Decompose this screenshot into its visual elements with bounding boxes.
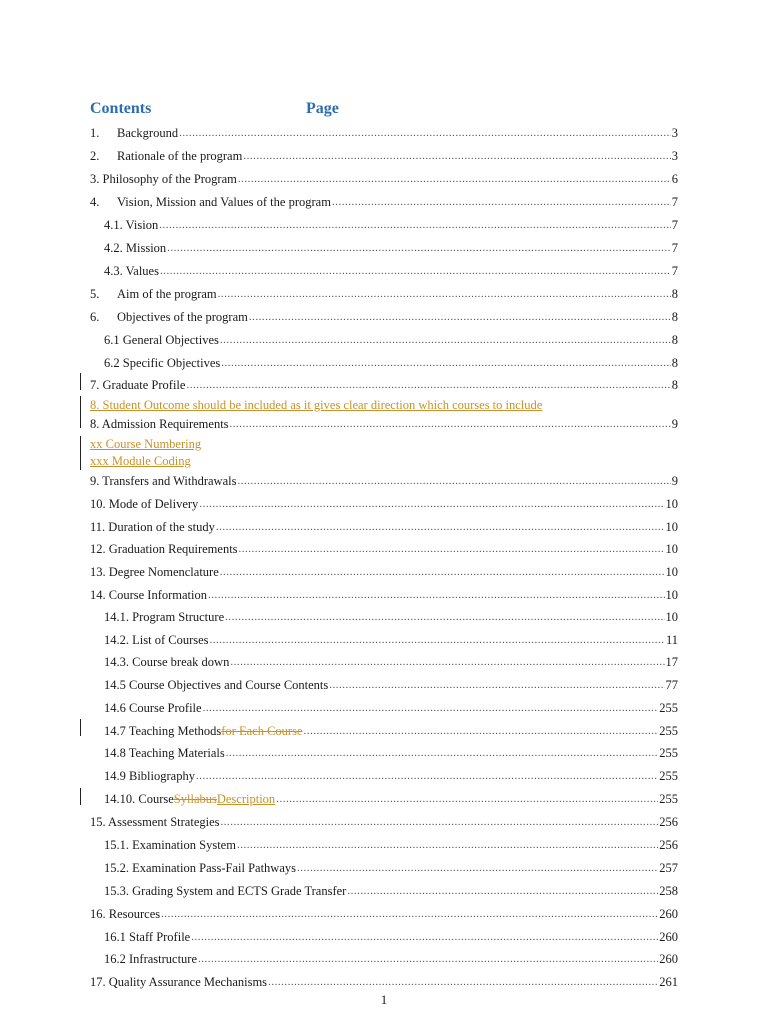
toc-entry-title: 10. Mode of Delivery — [90, 497, 199, 511]
toc-entry[interactable] — [104, 607, 678, 625]
toc-leader-dots — [237, 836, 658, 853]
toc-leader-dots — [230, 653, 664, 670]
toc-entry[interactable] — [90, 146, 678, 164]
toc-entry[interactable] — [90, 812, 678, 830]
tracked-insertion-student-outcome: 8. Student Outcome should be included as it gives clear direction which courses to include — [90, 398, 543, 412]
toc-entry[interactable] — [104, 330, 678, 348]
page-number: 1 — [380, 992, 388, 1007]
change-bar — [80, 373, 81, 390]
toc-leader-dots — [238, 170, 671, 187]
toc-entry-page-number: 255 — [659, 792, 678, 806]
toc-entry-page-number: 10 — [665, 610, 678, 624]
toc-leader-dots — [161, 905, 658, 922]
toc-entry-title: 15.2. Examination Pass-Fail Pathways — [104, 861, 296, 875]
toc-entry-page-number: 7 — [671, 264, 678, 278]
toc-entry-title: 15.3. Grading System and ECTS Grade Transfer — [104, 884, 347, 898]
toc-leader-dots — [179, 124, 671, 141]
toc-entry-title: 4.1. Vision — [104, 218, 159, 232]
toc-leader-dots — [210, 631, 665, 648]
toc-entry-title: 16.1 Staff Profile — [104, 930, 191, 944]
toc-leader-dots — [347, 882, 658, 899]
toc-leader-dots — [332, 193, 671, 210]
toc-entry[interactable] — [104, 766, 678, 784]
toc-entry[interactable] — [90, 585, 678, 603]
toc-entry-title: 17. Quality Assurance Mechanisms — [90, 975, 268, 989]
toc-entry-page-number: 255 — [659, 701, 678, 715]
toc-entry-number: 6. — [90, 310, 100, 324]
toc-leader-dots — [237, 472, 670, 489]
toc-entry-page-number: 6 — [671, 172, 678, 186]
toc-leader-dots — [268, 973, 658, 990]
toc-entry-title: 14.10. Course — [104, 792, 174, 806]
toc-entry-title: Rationale of the program — [117, 149, 243, 163]
toc-entry-page-number: 11 — [665, 633, 678, 647]
toc-entry-page-number: 10 — [665, 542, 678, 556]
toc-entry-title: 13. Degree Nomenclature — [90, 565, 219, 579]
toc-entry-page-number: 8 — [671, 287, 678, 301]
toc-entry-page-number: 9 — [671, 474, 678, 488]
toc-entry-page-number: 3 — [671, 126, 678, 140]
toc-leader-dots — [186, 376, 670, 393]
change-bar — [80, 436, 81, 470]
toc-entry[interactable] — [104, 215, 678, 233]
change-bar — [80, 788, 81, 805]
toc-entry[interactable] — [90, 169, 678, 187]
toc-entry-title: 14.3. Course break down — [104, 655, 230, 669]
toc-entry[interactable] — [104, 721, 678, 739]
toc-entry-number: 5. — [90, 287, 100, 301]
toc-leader-dots — [198, 950, 658, 967]
toc-entry-number: 4. — [90, 195, 100, 209]
toc-leader-dots — [208, 586, 665, 603]
change-bar — [80, 719, 81, 736]
toc-entry-title: 16. Resources — [90, 907, 161, 921]
toc-entry[interactable] — [90, 539, 678, 557]
toc-entry[interactable] — [104, 927, 678, 945]
toc-entry-title: Vision, Mission and Values of the program — [117, 195, 331, 209]
toc-entry-page-number: 260 — [659, 907, 678, 921]
toc-entry[interactable] — [104, 835, 678, 853]
toc-entry[interactable] — [104, 881, 678, 899]
toc-entry[interactable] — [90, 562, 678, 580]
toc-entry[interactable] — [104, 858, 678, 876]
toc-entry-title: 6.1 General Objectives — [104, 333, 219, 347]
toc-entry[interactable] — [104, 789, 678, 807]
toc-entry-page-number: 260 — [659, 930, 678, 944]
toc-entry[interactable] — [90, 517, 678, 535]
toc-entry-page-number: 7 — [671, 218, 678, 232]
toc-leader-dots — [225, 608, 664, 625]
toc-leader-dots — [191, 928, 658, 945]
tracked-deletion: for Each Course — [221, 724, 303, 738]
toc-leader-dots — [216, 518, 665, 535]
toc-entry-page-number: 261 — [659, 975, 678, 989]
toc-entry-title: Objectives of the program — [117, 310, 248, 324]
toc-entry-number: 2. — [90, 149, 100, 163]
toc-entry-title: 11. Duration of the study — [90, 520, 215, 534]
toc-entry[interactable] — [90, 307, 678, 325]
toc-leader-dots — [160, 262, 671, 279]
change-bar — [80, 396, 81, 428]
toc-entry-title: 3. Philosophy of the Program — [90, 172, 237, 186]
toc-leader-dots — [218, 285, 671, 302]
toc-entry[interactable] — [104, 630, 678, 648]
toc-entry[interactable] — [104, 698, 678, 716]
toc-entry[interactable] — [90, 904, 678, 922]
toc-leader-dots — [297, 859, 658, 876]
toc-entry[interactable] — [104, 238, 678, 256]
toc-entry-page-number: 10 — [665, 588, 678, 602]
toc-leader-dots — [203, 699, 659, 716]
page-heading: Page — [306, 100, 339, 117]
toc-entry-title: 4.3. Values — [104, 264, 159, 278]
toc-leader-dots — [196, 767, 658, 784]
toc-leader-dots — [221, 813, 659, 830]
toc-entry-title: 14.5 Course Objectives and Course Contents — [104, 678, 329, 692]
toc-entry-title: 14.7 Teaching Methods — [104, 724, 222, 738]
toc-leader-dots — [243, 147, 670, 164]
toc-entry-page-number: 260 — [659, 952, 678, 966]
toc-entry-page-number: 255 — [659, 746, 678, 760]
toc-entry[interactable] — [90, 284, 678, 302]
toc-leader-dots — [230, 415, 671, 432]
toc-entry[interactable] — [90, 972, 678, 990]
toc-entry-number: 1. — [90, 126, 100, 140]
toc-entry[interactable] — [90, 123, 678, 141]
toc-leader-dots — [304, 722, 659, 739]
tracked-deletion: Syllabus — [173, 792, 217, 806]
toc-entry[interactable] — [104, 652, 678, 670]
toc-entry-page-number: 257 — [659, 861, 678, 875]
toc-entry[interactable] — [104, 353, 678, 371]
toc-entry-title: 9. Transfers and Withdrawals — [90, 474, 237, 488]
toc-entry-title: 14.6 Course Profile — [104, 701, 202, 715]
toc-entry-title: 14. Course Information — [90, 588, 207, 602]
toc-entry-page-number: 8 — [671, 333, 678, 347]
contents-heading: Contents — [90, 100, 152, 117]
toc-entry-title: Aim of the program — [117, 287, 217, 301]
toc-entry[interactable] — [104, 675, 678, 693]
toc-entry-title: 8. Admission Requirements — [90, 417, 229, 431]
toc-entry-title: 12. Graduation Requirements — [90, 542, 238, 556]
toc-entry[interactable] — [90, 494, 678, 512]
toc-entry-title: 7. Graduate Profile — [90, 378, 186, 392]
toc-entry-title: 15.1. Examination System — [104, 838, 236, 852]
toc-entry-title: 14.1. Program Structure — [104, 610, 225, 624]
toc-leader-dots — [220, 563, 665, 580]
toc-entry[interactable] — [90, 192, 678, 210]
toc-entry-title: 14.8 Teaching Materials — [104, 746, 225, 760]
tracked-insertion: Description — [216, 792, 276, 806]
toc-leader-dots — [239, 540, 665, 557]
toc-entry-title: 14.9 Bibliography — [104, 769, 195, 783]
toc-entry-title: 6.2 Specific Objectives — [104, 356, 221, 370]
toc-entry-page-number: 77 — [665, 678, 678, 692]
tracked-insertion-module-coding: xxx Module Coding — [90, 454, 191, 468]
toc-entry-page-number: 10 — [665, 520, 678, 534]
toc-leader-dots — [276, 790, 658, 807]
toc-entry-page-number: 8 — [671, 356, 678, 370]
toc-entry[interactable] — [104, 949, 678, 967]
toc-entry-title: 14.2. List of Courses — [104, 633, 209, 647]
toc-leader-dots — [221, 354, 670, 371]
toc-entry[interactable] — [104, 261, 678, 279]
toc-entry-page-number: 9 — [671, 417, 678, 431]
toc-leader-dots — [226, 744, 659, 761]
toc-leader-dots — [167, 239, 671, 256]
toc-entry[interactable] — [104, 743, 678, 761]
toc-entry-page-number: 256 — [659, 815, 678, 829]
toc-entry-title: 16.2 Infrastructure — [104, 952, 198, 966]
toc-entry-page-number: 255 — [659, 769, 678, 783]
toc-entry-title: 4.2. Mission — [104, 241, 167, 255]
toc-leader-dots — [159, 216, 671, 233]
toc-entry-page-number: 7 — [671, 241, 678, 255]
tracked-insertion-course-numbering: xx Course Numbering — [90, 437, 202, 451]
toc-entry-page-number: 10 — [665, 497, 678, 511]
toc-entry[interactable] — [90, 375, 678, 393]
toc-entry[interactable] — [90, 471, 678, 489]
toc-entry-page-number: 7 — [671, 195, 678, 209]
toc-entry-page-number: 8 — [671, 378, 678, 392]
toc-leader-dots — [249, 308, 671, 325]
toc-entry-title: 15. Assessment Strategies — [90, 815, 220, 829]
toc-entry-page-number: 255 — [659, 724, 678, 738]
toc-leader-dots — [199, 495, 664, 512]
toc-entry-page-number: 258 — [659, 884, 678, 898]
toc-entry-page-number: 256 — [659, 838, 678, 852]
toc-leader-dots — [220, 331, 671, 348]
toc-entry-page-number: 8 — [671, 310, 678, 324]
toc-entry-page-number: 17 — [665, 655, 678, 669]
toc-entry[interactable] — [90, 414, 678, 432]
toc-entry-title: Background — [117, 126, 179, 140]
toc-entry-page-number: 10 — [665, 565, 678, 579]
toc-leader-dots — [329, 676, 664, 693]
toc-entry-page-number: 3 — [671, 149, 678, 163]
